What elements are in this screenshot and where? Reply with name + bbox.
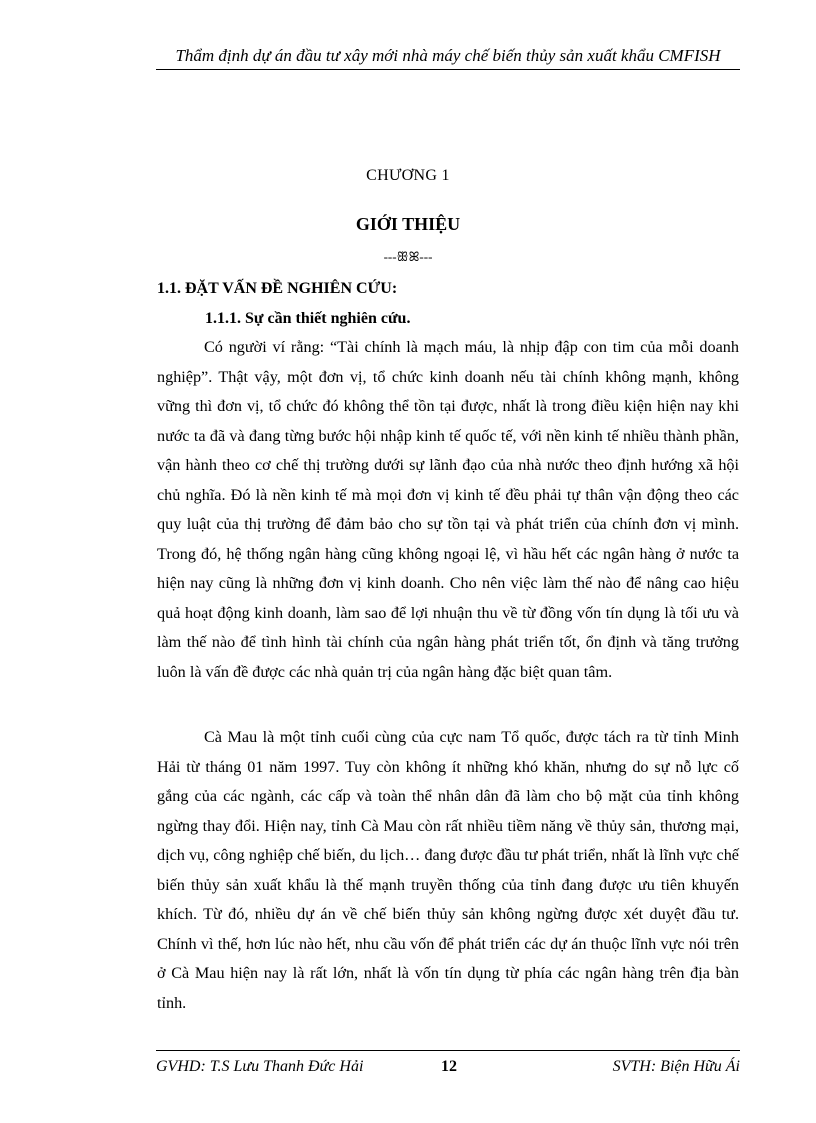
footer-student: SVTH: Biện Hữu Ái bbox=[612, 1058, 740, 1075]
footer-advisor: GVHD: T.S Lưu Thanh Đức Hải bbox=[156, 1058, 364, 1075]
body-paragraph-1: Có người ví rằng: “Tài chính là mạch máu, là nhịp đập con tim của mỗi doanh nghiệp”. Thật vậy, một đơn vị, tổ chức kinh doanh nếu tài chính không mạnh, không vững thì đơn vị, tổ chức đó không thể tồn tại được, nhất là trong điều kiện hiện nay khi nước ta đã và đang từng bước hội nhập kinh tế quốc tế, với nền kinh tế nhiều thành phần, vận hành theo cơ chế thị trường dưới sự lãnh đạo của nhà nước theo định hướng xã hội chủ nghĩa. Đó là nền kinh tế mà mọi đơn vị kinh tế đều phải tự thân vận động theo các quy luật của thị trường để đảm bảo cho sự tồn tại và phát triển của chính đơn vị mình. Trong đó, hệ thống ngân hàng cũng không ngoại lệ, vì hầu hết các ngân hàng ở nước ta hiện nay cũng là những đơn vị kinh doanh. Cho nên việc làm thế nào để nâng cao hiệu quả hoạt động kinh doanh, làm sao để lợi nhuận thu về từ đồng vốn tín dụng là tối ưu và làm thế nào để tình hình tài chính của ngân hàng phát triển tốt, ổn định và tăng trưởng luôn là vấn đề được các nhà quản trị của ngân hàng đặc biệt quan tâm. bbox=[157, 338, 739, 681]
running-header: Thẩm định dự án đầu tư xây mới nhà máy chế biến thủy sản xuất khẩu CMFISH bbox=[156, 46, 740, 70]
section-heading: 1.1. ĐẶT VẤN ĐỀ NGHIÊN CỨU: bbox=[157, 280, 398, 297]
chapter-label: CHƯƠNG 1 bbox=[366, 167, 450, 184]
chapter-title: GIỚI THIỆU bbox=[355, 214, 461, 234]
page-footer bbox=[156, 1050, 740, 1081]
page-number: 12 bbox=[441, 1058, 457, 1075]
body-paragraph-2: Cà Mau là một tỉnh cuối cùng của cực nam Tổ quốc, được tách ra từ tỉnh Minh Hải từ tháng 01 năm 1997. Tuy còn không ít những khó khăn, nhưng do sự nỗ lực cố gắng của các ngành, các cấp và toàn thể nhân dân đã làm cho bộ mặt của tỉnh không ngừng thay đổi. Hiện nay, tỉnh Cà Mau còn rất nhiều tiềm năng về thủy sản, thương mại, dịch vụ, công nghiệp chế biến, du lịch… đang được đầu tư phát triển, nhất là lĩnh vực chế biến thủy sản xuất khẩu là thế mạnh truyền thống của tỉnh đang được ưu tiên khuyến khích. Từ đó, nhiều dự án về chế biến thủy sản không ngừng được xét duyệt đầu tư. Chính vì thế, hơn lúc nào hết, nhu cầu vốn để phát triển các dự án thuộc lĩnh vực nói trên ở Cà Mau hiện nay là rất lớn, nhất là vốn tín dụng từ phía các ngân hàng trên địa bàn tỉnh. bbox=[157, 728, 739, 1012]
subsection-heading: 1.1.1. Sự cần thiết nghiên cứu. bbox=[205, 310, 411, 327]
ornament-divider: ---ꕥꕤ--- bbox=[383, 249, 433, 264]
